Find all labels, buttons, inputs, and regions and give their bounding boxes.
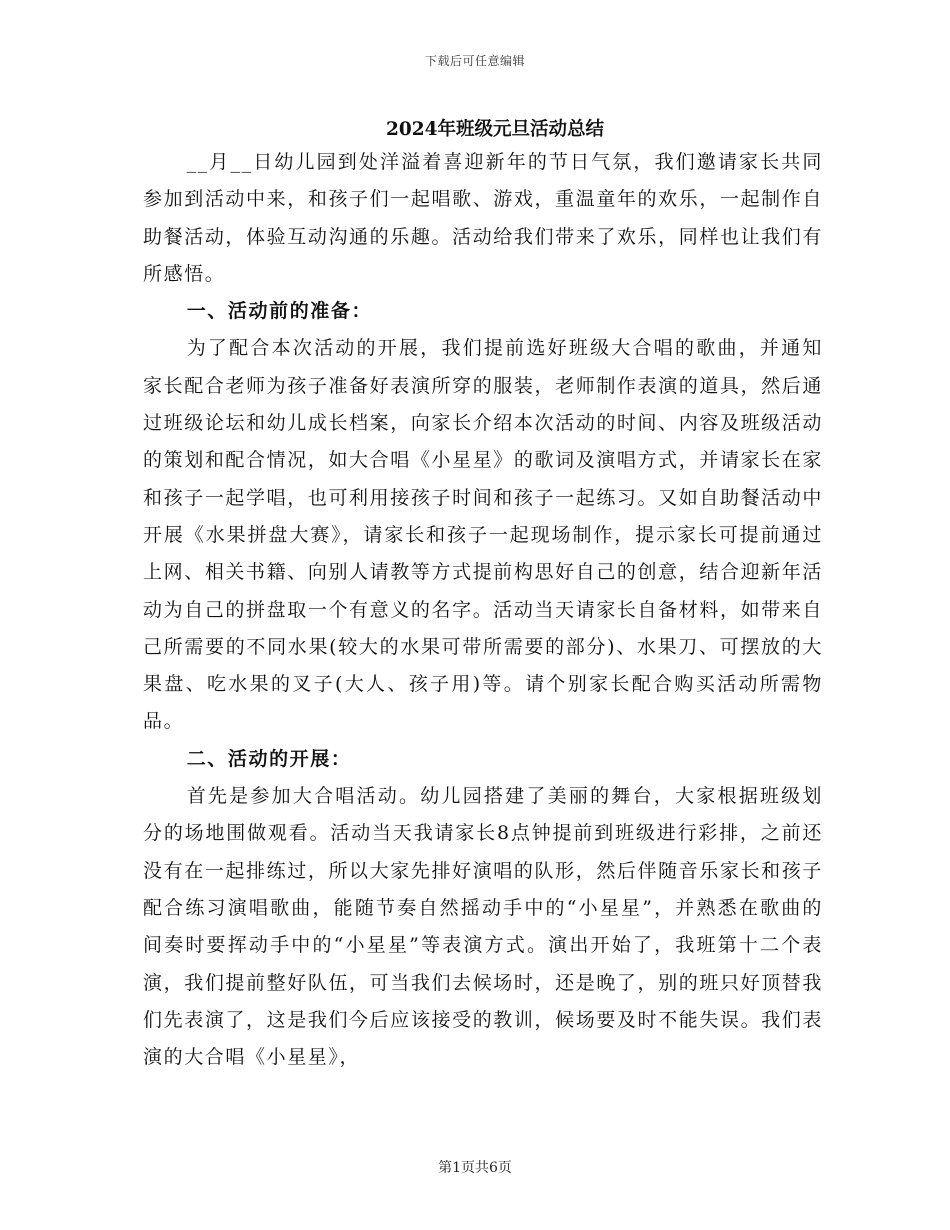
intro-paragraph: __月__日幼儿园到处洋溢着喜迎新年的节日气氛，我们邀请家长共同参加到活动中来，和孩子们一起唱歌、游戏，重温童年的欢乐，一起制作自助餐活动，体验互动沟通的乐趣。活动给我们带来了欢乐，同样也让我们有所感悟。	[143, 151, 823, 285]
document-title: 2024年班级元旦活动总结	[386, 119, 604, 140]
document-body	[143, 144, 823, 1076]
section-heading-preparation: 一、活动前的准备：	[186, 300, 373, 323]
activities-paragraph: 首先是参加大合唱活动。幼儿园搭建了美丽的舞台，大家根据班级划分的场地围做观看。活动当天我请家长8点钟提前到班级进行彩排，之前还没有在一起排练过，所以大家先排好演唱的队形，然后伴随音乐家长和孩子配合练习演唱歌曲，能随节奏自然摇动手中的“小星星”，并熟悉在歌曲的间奏时要挥动手中的“小星星”等表演方式。演出开始了，我班第十二个表演，我们提前整好队伍，可当我们去候场时，还是晚了，别的班只好顶替我们先表演了，这是我们今后应该接受的教训，候场要及时不能失误。我们表演的大合唱《小星星》，	[143, 785, 823, 1069]
preparation-paragraph: 为了配合本次活动的开展，我们提前选好班级大合唱的歌曲，并通知家长配合老师为孩子准备好表演所穿的服装，老师制作表演的道具，然后通过班级论坛和幼儿成长档案，向家长介绍本次活动的时间、内容及班级活动的策划和配合情况，如大合唱《小星星》的歌词及演唱方式，并请家长在家和孩子一起学唱，也可利用接孩子时间和孩子一起练习。又如自助餐活动中开展《水果拼盘大赛》，请家长和孩子一起现场制作，提示家长可提前通过上网、相关书籍、向别人请教等方式提前构思好自己的创意，结合迎新年活动为自己的拼盘取一个有意义的名字。活动当天请家长自备材料，如带来自己所需要的不同水果(较大的水果可带所需要的部分)、水果刀、可摆放的大果盘、吃水果的叉子(大人、孩子用)等。请个别家长配合购买活动所需物品。	[143, 337, 823, 733]
page-number: 第1页共6页	[438, 1160, 512, 1176]
section-heading-activities: 二、活动的开展：	[186, 747, 352, 770]
header-note: 下载后可任意编辑	[424, 54, 525, 68]
